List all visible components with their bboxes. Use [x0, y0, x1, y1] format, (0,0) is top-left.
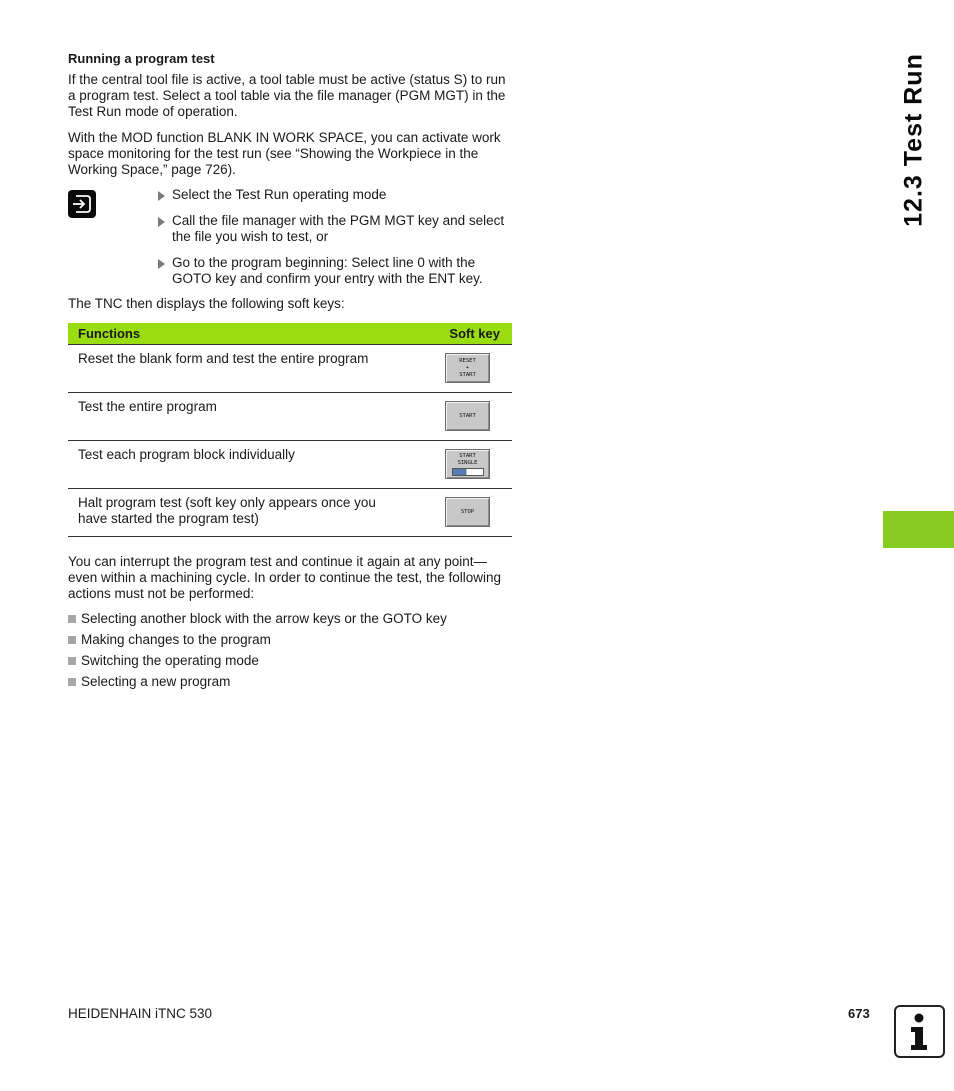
table-row: [68, 441, 512, 489]
step-arrow-icon: [158, 259, 165, 269]
single-block-bar-icon: [452, 468, 484, 476]
list-item: Selecting a new program: [68, 674, 230, 690]
start-softkey[interactable]: START: [445, 401, 490, 431]
bullet-square-icon: [68, 636, 76, 644]
paragraph-softkeys-intro: The TNC then displays the following soft keys:: [68, 296, 345, 311]
paragraph-tool-table: If the central tool file is active, a tool table must be active (status S) to run a program test. Select a tool table via the file manager (PGM MGT) in the Test Run mode of operation.: [68, 72, 506, 119]
step-arrow-icon: [158, 191, 165, 201]
chapter-side-title: 12.3 Test Run: [899, 53, 928, 227]
section-heading: Running a program test: [68, 51, 215, 66]
bullet-square-icon: [68, 615, 76, 623]
header-softkey: Soft key: [412, 323, 512, 345]
function-text: Halt program test (soft key only appears once you have started the program test): [68, 489, 412, 537]
stop-softkey[interactable]: STOP: [445, 497, 490, 527]
header-functions: Functions: [68, 323, 412, 345]
function-text: Test the entire program: [68, 393, 412, 441]
start-single-softkey[interactable]: START SINGLE: [445, 449, 490, 479]
list-item: Selecting another block with the arrow keys or the GOTO key: [68, 611, 447, 627]
step-item: Go to the program beginning: Select line 0 with the GOTO key and confirm your entry with the ENT key.: [158, 255, 516, 287]
table-row: [68, 489, 512, 537]
step-item: Call the file manager with the PGM MGT key and select the file you wish to test, or: [158, 213, 508, 245]
table-row: [68, 345, 512, 393]
softkey-table: [68, 323, 512, 537]
bullet-square-icon: [68, 678, 76, 686]
function-text: Reset the blank form and test the entire program: [68, 345, 412, 393]
table-row: [68, 393, 512, 441]
step-item: Select the Test Run operating mode: [158, 187, 518, 203]
step-arrow-icon: [158, 217, 165, 227]
arrow-into-box-icon: [68, 190, 96, 218]
list-item: Switching the operating mode: [68, 653, 259, 669]
page-number: 673: [848, 1006, 870, 1021]
reset-start-softkey[interactable]: RESET + START: [445, 353, 490, 383]
bullet-square-icon: [68, 657, 76, 665]
info-icon: [894, 1005, 945, 1058]
function-text: Test each program block individually: [68, 441, 412, 489]
paragraph-interrupt: You can interrupt the program test and continue it again at any point—even within a machining cycle. In order to continue the test, the following actions must not be performed:: [68, 554, 501, 601]
footer-product: HEIDENHAIN iTNC 530: [68, 1006, 213, 1021]
chapter-tab: [883, 511, 954, 548]
paragraph-work-space: With the MOD function BLANK IN WORK SPACE, you can activate work space monitoring for the test run (see “Showing the Workpiece in the Working Space,” page 726).: [68, 130, 501, 177]
operating-mode-icon: [68, 190, 96, 218]
info-glyph-icon: [896, 1007, 943, 1056]
list-item: Making changes to the program: [68, 632, 271, 648]
